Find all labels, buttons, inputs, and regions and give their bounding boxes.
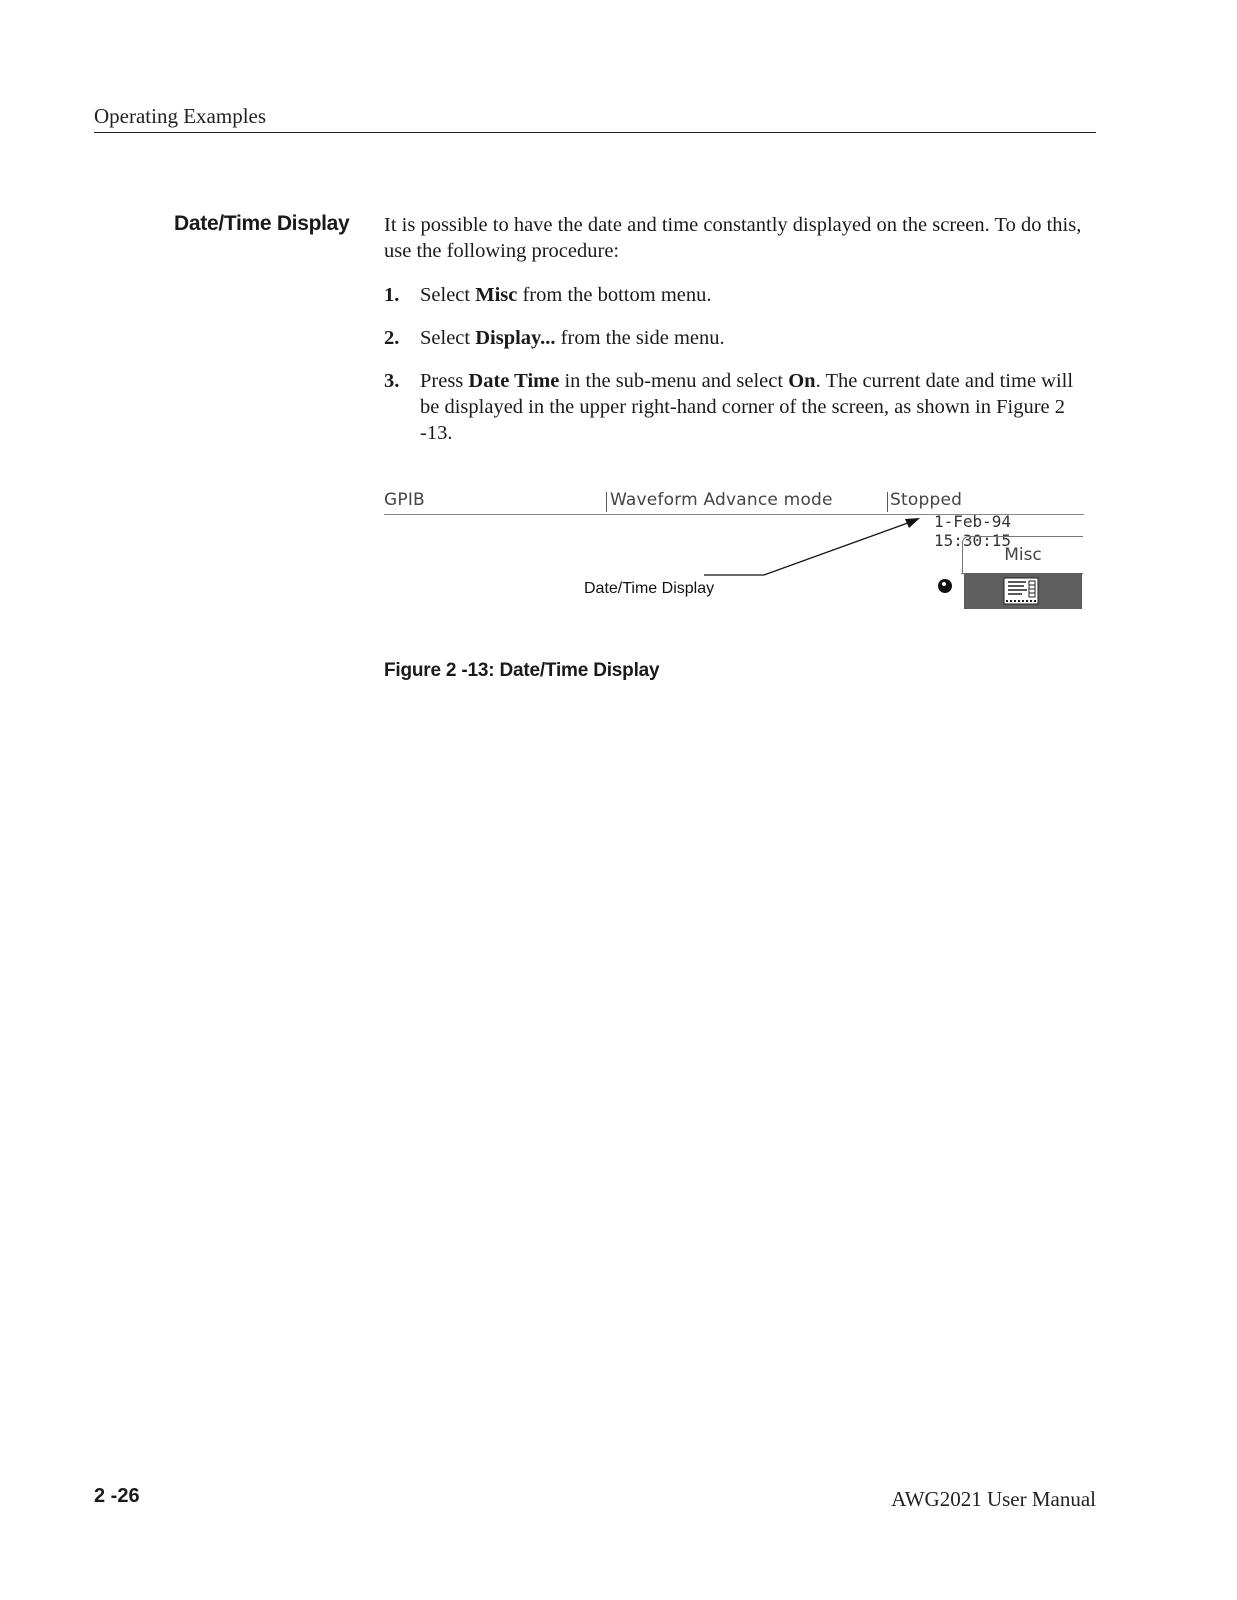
step-number: 1.: [384, 284, 400, 306]
section-heading: Date/Time Display: [174, 212, 350, 235]
step-number: 3.: [384, 370, 400, 392]
callout-label: Date/Time Display: [584, 580, 715, 597]
step-2: 2. Select Display... from the side menu.: [384, 327, 725, 349]
menu-term: Display...: [475, 327, 556, 349]
status-gpib: GPIB: [384, 490, 425, 510]
status-run-state: Stopped: [890, 490, 963, 510]
page-number: 2 -26: [94, 1485, 140, 1507]
callout-leader: [384, 488, 1084, 618]
step-3: 3. Press Date Time in the sub-menu and select On. The current date and time will be displayed in the upper right-hand corner of the screen, as shown in Figure 2 -13.: [384, 370, 1074, 444]
procedure-steps: [384, 282, 1096, 446]
menu-term: On: [788, 370, 816, 392]
menu-term: Date Time: [468, 370, 560, 392]
section-body: [384, 212, 1096, 463]
figure-caption: Figure 2 -13: Date/Time Display: [384, 660, 660, 681]
menu-term: Misc: [475, 284, 518, 306]
misc-menu-label: Misc: [1004, 545, 1042, 565]
running-header: Operating Examples: [94, 104, 267, 128]
step-1: 1. Select Misc from the bottom menu.: [384, 284, 712, 306]
arrowhead-icon: [905, 518, 920, 528]
screen-figure: [384, 488, 1084, 618]
status-mode: Waveform Advance mode: [610, 490, 833, 510]
date-time-readout: 1-Feb-94 15:30:15: [934, 512, 1012, 550]
step-number: 2.: [384, 327, 400, 349]
header-rule: [94, 132, 1096, 133]
intro-paragraph: It is possible to have the date and time constantly displayed on the screen. To do this, use the following procedure:: [384, 214, 1082, 262]
manual-title: AWG2021 User Manual: [891, 1487, 1096, 1511]
